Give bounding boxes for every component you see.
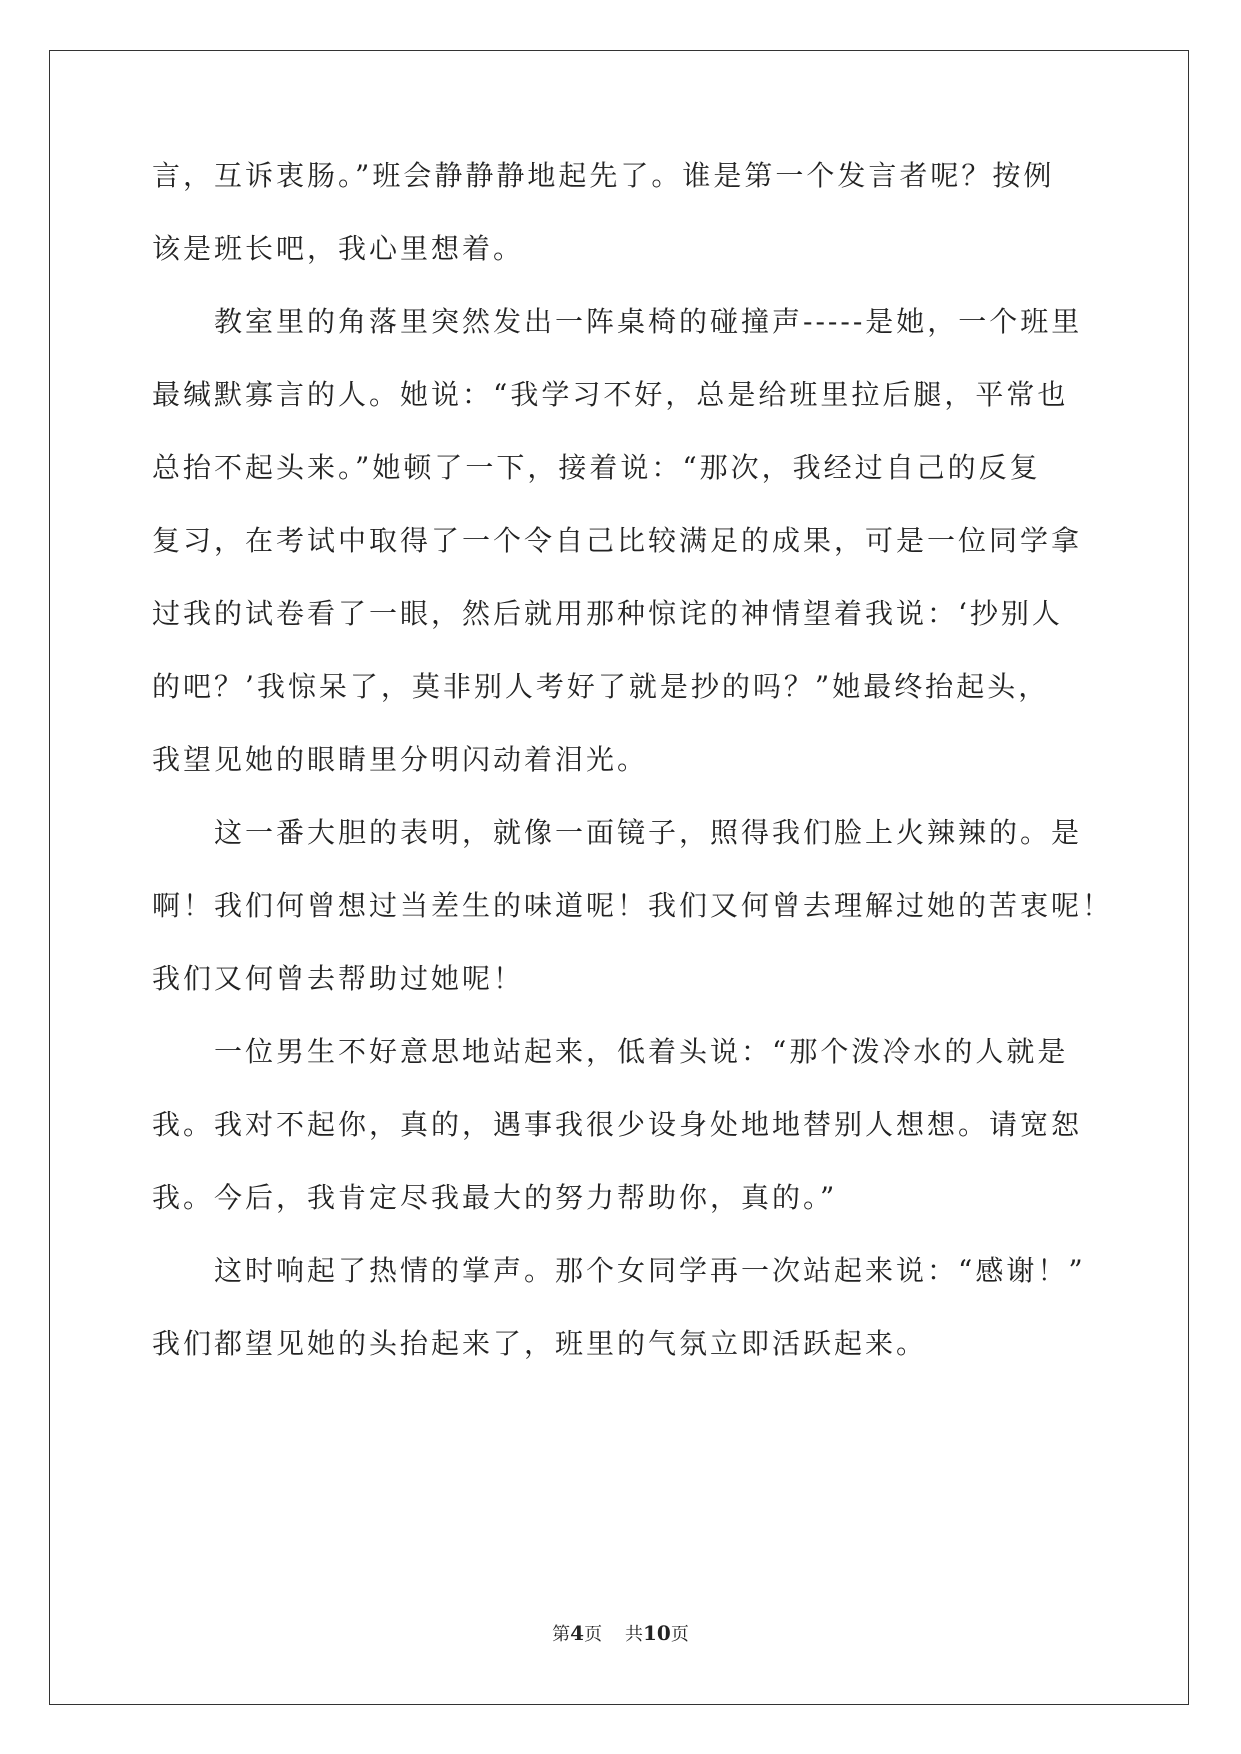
text-line: 复习，在考试中取得了一个令自己比较满足的成果，可是一位同学拿 <box>152 524 1083 557</box>
text-line: 啊！我们何曾想过当差生的味道呢！我们又何曾去理解过她的苦衷呢！ <box>152 889 1114 922</box>
total-pages: 10 <box>642 1621 671 1645</box>
text-line: 该是班长吧，我心里想着。 <box>152 232 525 265</box>
paragraph-start-line: 这时响起了热情的掌声。那个女同学再一次站起来说：“感谢！” <box>214 1254 1086 1287</box>
text-line: 我们都望见她的头抬起来了，班里的气氛立即活跃起来。 <box>152 1327 928 1360</box>
page-border <box>49 50 1189 1705</box>
paragraph-start-line: 这一番大胆的表明，就像一面镜子，照得我们脸上火辣辣的。是 <box>214 816 1083 849</box>
text-line: 的吧？’我惊呆了，莫非别人考好了就是抄的吗？”她最终抬起头， <box>152 670 1050 703</box>
total-suffix: 页 <box>670 1624 689 1645</box>
page-footer <box>0 1620 1241 1646</box>
text-line: 我。我对不起你，真的，遇事我很少设身处地地替别人想想。请宽恕 <box>152 1108 1083 1141</box>
page-prefix: 第 <box>552 1624 571 1645</box>
page-suffix: 页 <box>584 1624 603 1645</box>
total-prefix: 共 <box>624 1624 643 1645</box>
text-line: 最缄默寡言的人。她说：“我学习不好，总是给班里拉后腿，平常也 <box>152 378 1069 411</box>
text-line: 我们又何曾去帮助过她呢！ <box>152 962 525 995</box>
paragraph-start-line: 教室里的角落里突然发出一阵桌椅的碰撞声-----是她，一个班里 <box>214 305 1083 338</box>
text-line: 总抬不起头来。”她顿了一下，接着说：“那次，我经过自己的反复 <box>152 451 1041 484</box>
text-line: 言，互诉衷肠。”班会静静静地起先了。谁是第一个发言者呢？按例 <box>152 159 1055 192</box>
page-number: 4 <box>570 1621 585 1645</box>
text-line: 过我的试卷看了一眼，然后就用那种惊诧的神情望着我说：‘抄别人 <box>152 597 1063 630</box>
paragraph-start-line: 一位男生不好意思地站起来，低着头说：“那个泼冷水的人就是 <box>214 1035 1069 1068</box>
text-line: 我望见她的眼睛里分明闪动着泪光。 <box>152 743 649 776</box>
text-line: 我。今后，我肯定尽我最大的努力帮助你，真的。” <box>152 1181 838 1214</box>
